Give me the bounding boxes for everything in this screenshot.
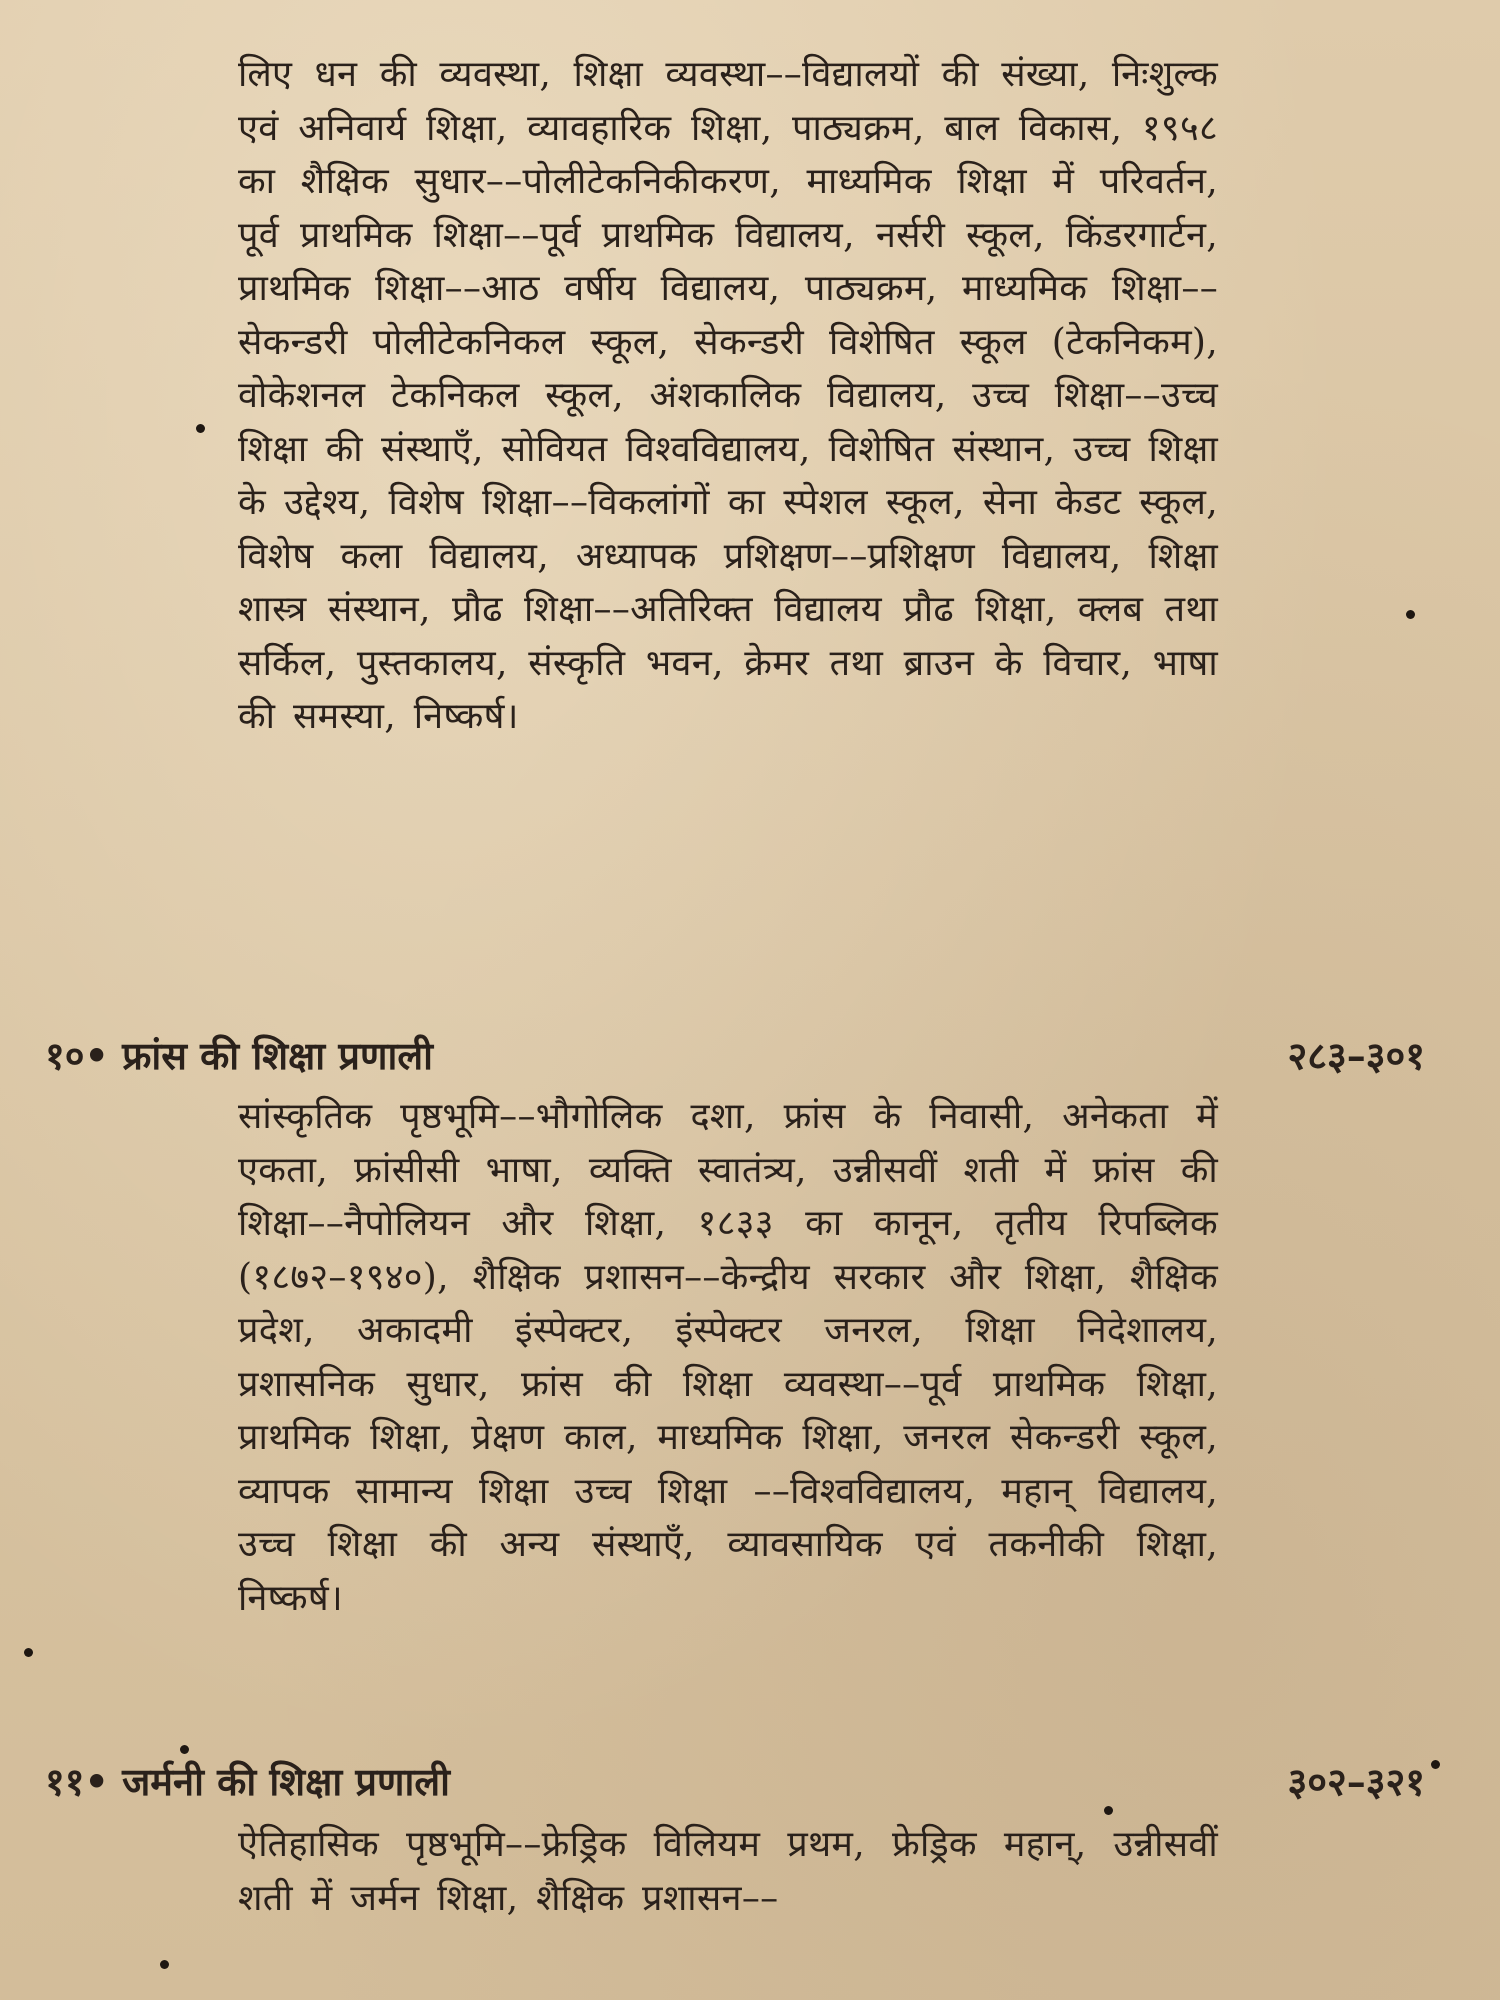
chapter-11-title: जर्मनी की शिक्षा प्रणाली [122, 1759, 450, 1804]
ink-speck [180, 1745, 189, 1754]
chapter-10-summary-block [238, 1090, 1218, 1625]
chapter-11-heading [45, 1756, 1425, 1808]
chapter-10-heading [45, 1030, 1425, 1082]
ink-speck [1431, 1760, 1440, 1769]
ink-speck [24, 1648, 33, 1657]
ink-speck [1104, 1806, 1113, 1815]
chapter-11-title-line [45, 1756, 450, 1808]
chapter-10-title-line [45, 1030, 433, 1082]
chapter-10-number-dot: • [84, 1033, 123, 1078]
chapter-10-summary: सांस्कृतिक पृष्ठभूमि––भौगोलिक दशा, फ्रांस के निवासी, अनेकता में एकता, फ्रांसीसी भाषा, व्यक्ति स्वातंत्र्य, उन्नीसवीं शती में फ्रांस की शिक्षा––नैपोलियन और शिक्षा, १८३३ का कानून, तृतीय रिपब्लिक (१८७२–१९४०), शैक्षिक प्रशासन––केन्द्रीय सरकार और शिक्षा, शैक्षिक प्रदेश, अकादमी इंस्पेक्टर, इंस्पेक्टर जनरल, शिक्षा निदेशालय, प्रशासनिक सुधार, फ्रांस की शिक्षा व्यवस्था––पूर्व प्राथमिक शिक्षा, प्राथमिक शिक्षा, प्रेक्षण काल, माध्यमिक शिक्षा, जनरल सेकन्डरी स्कूल, व्यापक सामान्य शिक्षा उच्च शिक्षा ––विश्वविद्यालय, महान् विद्यालय, उच्च शिक्षा की अन्य संस्थाएँ, व्यावसायिक एवं तकनीकी शिक्षा, निष्कर्ष। [238, 1096, 1218, 1619]
chapter-11-number: ११ [45, 1759, 85, 1804]
paragraph-top: लिए धन की व्यवस्था, शिक्षा व्यवस्था––विद्यालयों की संख्या, निःशुल्क एवं अनिवार्य शिक्षा, व्यावहारिक शिक्षा, पाठ्यक्रम, बाल विकास, १९५८ का शैक्षिक सुधार––पोलीटेकनिकीकरण, माध्यमिक शिक्षा में परिवर्तन, पूर्व प्राथमिक शिक्षा––पूर्व प्राथमिक विद्यालय, नर्सरी स्कूल, किंडरगार्टन, प्राथमिक शिक्षा––आठ वर्षीय विद्यालय, पाठ्यक्रम, माध्यमिक शिक्षा––सेकन्डरी पोलीटेकनिकल स्कूल, सेकन्डरी विशेषित स्कूल (टेकनिकम), वोकेशनल टेकनिकल स्कूल, अंशकालिक विद्यालय, उच्च शिक्षा––उच्च शिक्षा की संस्थाएँ, सोवियत विश्वविद्यालय, विशेषित संस्थान, उच्च शिक्षा के उद्देश्य, विशेष शिक्षा––विकलांगों का स्पेशल स्कूल, सेना केडट स्कूल, विशेष कला विद्यालय, अध्यापक प्रशिक्षण––प्रशिक्षण विद्यालय, शिक्षा शास्त्र संस्थान, प्रौढ शिक्षा––अतिरिक्त विद्यालय प्रौढ शिक्षा, क्लब तथा सर्किल, पुस्तकालय, संस्कृति भवन, क्रेमर तथा ब्राउन के विचार, भाषा की समस्या, निष्कर्ष। [238, 54, 1218, 737]
chapter-10-pages: २८३–३०१ [1287, 1033, 1425, 1078]
paragraph-top-block [238, 48, 1218, 744]
ink-speck [196, 424, 205, 433]
chapter-11-number-dot: • [84, 1759, 123, 1804]
chapter-11-summary-block [238, 1818, 1218, 1925]
chapter-10-number: १० [45, 1033, 85, 1078]
ink-speck [1406, 610, 1415, 619]
chapter-10-title: फ्रांस की शिक्षा प्रणाली [122, 1033, 433, 1078]
ink-speck [160, 1960, 169, 1969]
chapter-11-pages: ३०२–३२१ [1287, 1759, 1425, 1804]
chapter-11-summary: ऐतिहासिक पृष्ठभूमि––फ्रेड्रिक विलियम प्रथम, फ्रेड्रिक महान्, उन्नीसवीं शती में जर्मन शिक्षा, शैक्षिक प्रशासन–– [238, 1824, 1218, 1919]
